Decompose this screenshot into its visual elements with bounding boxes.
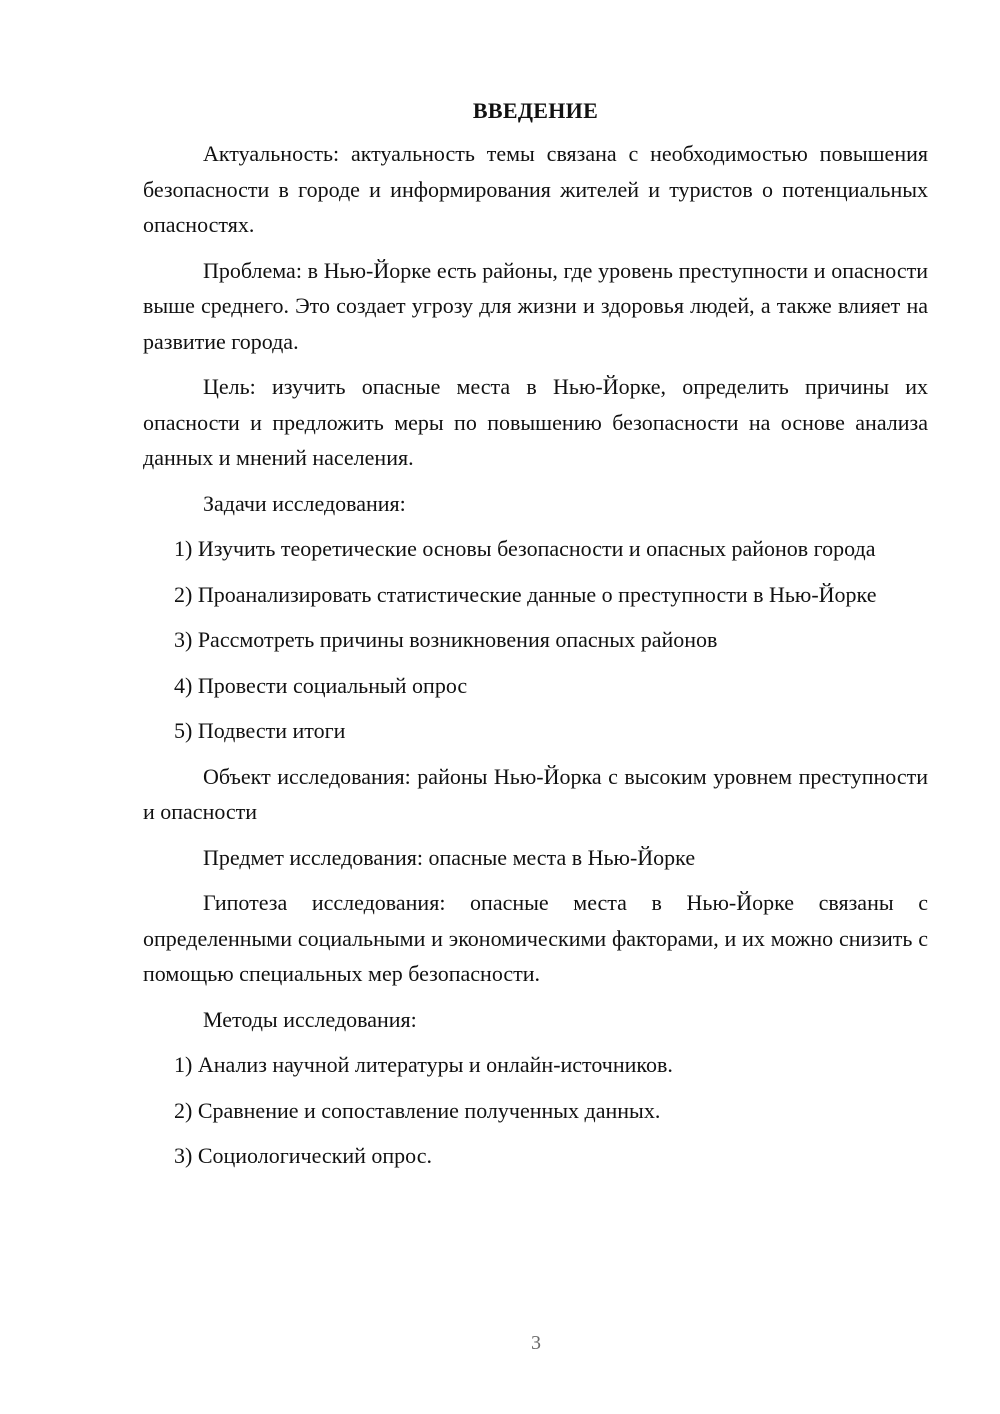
task-item: 1) Изучить теоретические основы безопасности и опасных районов города xyxy=(174,536,876,561)
subject-paragraph: Предмет исследования: опасные места в Нью-Йорке xyxy=(203,844,696,870)
page-number: 3 xyxy=(531,1332,541,1354)
method-item: 2) Сравнение и сопоставление полученных данных. xyxy=(174,1097,661,1123)
task-item: 2) Проанализировать статистические данные о преступности в Нью-Йорке xyxy=(174,581,877,607)
hypothesis-paragraph: Гипотеза исследования: опасные места в Нью-Йорке связаны с определенными социальными и экономическими факторами, и их можно снизить с помощью специальных мер безопасности. xyxy=(143,890,928,986)
goal-paragraph: Цель: изучить опасные места в Нью-Йорке, определить причины их опасности и предложить меры по повышению безопасности на основе анализа данных и мнений населения. xyxy=(143,374,928,470)
page-title: ВВЕДЕНИЕ xyxy=(472,98,599,123)
method-item: 1) Анализ научной литературы и онлайн-источников. xyxy=(174,1052,673,1077)
task-item: 3) Рассмотреть причины возникновения опасных районов xyxy=(174,627,718,652)
task-item: 4) Провести социальный опрос xyxy=(174,672,468,698)
relevance-paragraph: Актуальность: актуальность темы связана с необходимостью повышения безопасности в городе и информирования жителей и туристов о потенциальных опасностях. xyxy=(143,141,928,237)
task-item: 5) Подвести итоги xyxy=(174,718,346,743)
tasks-heading: Задачи исследования: xyxy=(203,490,406,516)
methods-heading: Методы исследования: xyxy=(203,1006,417,1032)
page-content xyxy=(143,94,928,1184)
object-paragraph: Объект исследования: районы Нью-Йорка с высоким уровнем преступности и опасности xyxy=(143,763,928,824)
problem-paragraph: Проблема: в Нью-Йорке есть районы, где уровень преступности и опасности выше среднего. Это создает угрозу для жизни и здоровья людей, а также влияет на развитие города. xyxy=(143,257,928,354)
method-item: 3) Социологический опрос. xyxy=(174,1143,432,1168)
